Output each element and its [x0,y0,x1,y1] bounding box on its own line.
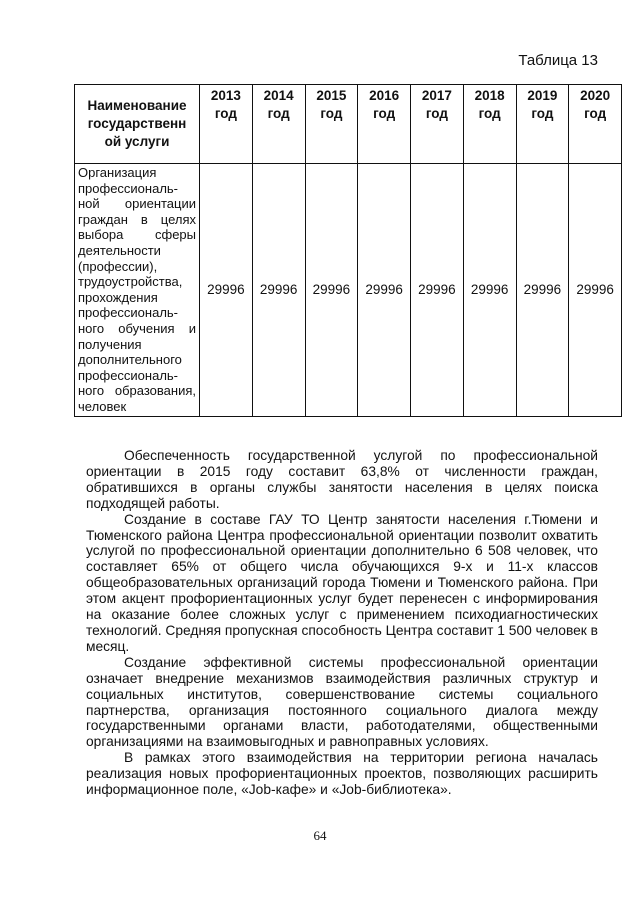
year-unit: год [425,106,448,121]
year-unit: год [320,106,343,121]
page-number: 64 [313,828,327,843]
paragraph: Обеспеченность государственной услугой по профессиональной ориентации в 2015 году составит 63,8% от численности граждан, обратившихся в органы службы занятости населения в целях поиска подходящей работы. [86,448,598,511]
service-name-cell: Организация профессиональ-ной ориентации граждан в целях выбора сферы деятельности (профессии), трудоустройства, прохождения профессиональ-ного обучения и получения дополнительного профессиональ-ного образования, человек [75,164,200,417]
service-table [74,84,622,417]
table-header-row [75,85,622,164]
header-service-name: Наименование государственн ой услуги [75,85,200,164]
header-year-2018 [463,85,516,164]
header-year-2020 [569,85,622,164]
year-unit: год [584,106,607,121]
year-unit: год [373,106,396,121]
paragraph: Создание эффективной системы профессиональной ориентации означает внедрение механизмов взаимодействия различных структур и социальных институтов, совершенствование системы социального партнерства, организация постоянного социального диалога между государственными органами власти, работодателями, общественными организациями на взаимовыгодных и равноправных условиях. [86,654,598,750]
value-cell-2013: 29996 [200,164,253,417]
value-cell-2016: 29996 [358,164,411,417]
year-unit: год [531,106,554,121]
value-cell-2018: 29996 [463,164,516,417]
year-unit: год [267,106,290,121]
table-caption: Таблица 13 [518,52,598,69]
year-label: 2016 [369,88,400,103]
header-year-2019 [516,85,569,164]
year-label: 2014 [263,88,294,103]
year-label: 2018 [474,88,505,103]
year-label: 2015 [316,88,347,103]
paragraph: В рамках этого взаимодействия на территории региона началась реализация новых профориентационных проектов, позволяющих расширить информационное поле, «Job-кафе» и «Job-библиотека». [86,750,598,798]
header-year-2017 [411,85,464,164]
body-text [86,448,598,798]
year-label: 2017 [421,88,452,103]
year-label: 2020 [580,88,611,103]
header-year-2014 [252,85,305,164]
value-cell-2017: 29996 [411,164,464,417]
table-row [75,164,622,417]
year-label: 2019 [527,88,558,103]
value-cell-2020: 29996 [569,164,622,417]
header-year-2013 [200,85,253,164]
value-cell-2014: 29996 [252,164,305,417]
value-cell-2015: 29996 [305,164,358,417]
year-label: 2013 [210,88,241,103]
header-year-2016 [358,85,411,164]
header-year-2015 [305,85,358,164]
year-unit: год [214,106,237,121]
year-unit: год [478,106,501,121]
paragraph: Создание в составе ГАУ ТО Центр занятости населения г.Тюмени и Тюменского района Центра профессиональной ориентации позволит охватить услугой по профессиональной ориентации дополнительно 6 508 человек, что составляет 65% от общего числа обучающихся 9-х и 11-х классов общеобразовательных организаций города Тюмени и Тюменского района. При этом акцент профориентационных услуг будет перенесен с информирования на оказание более сложных услуг с применением психодиагностических технологий. Средняя пропускная способность Центра составит 1 500 человек в месяц. [86,511,598,654]
value-cell-2019: 29996 [516,164,569,417]
